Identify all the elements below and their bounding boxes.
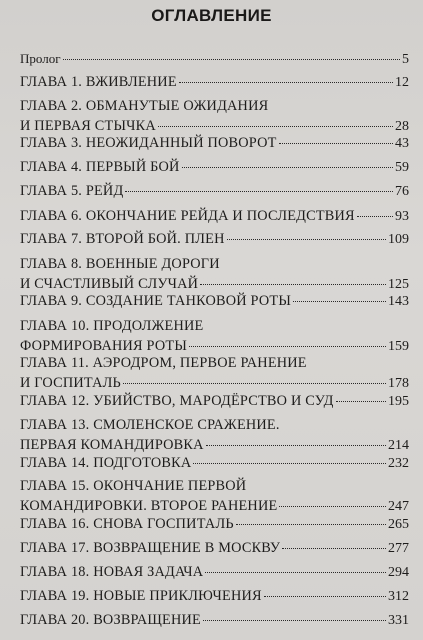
- toc-page-number: 277: [388, 541, 409, 556]
- toc-entry: [20, 455, 409, 472]
- toc-entry: [20, 50, 409, 67]
- toc-entry: [20, 318, 409, 355]
- dot-leader: [227, 239, 386, 240]
- dot-leader: [200, 284, 386, 285]
- toc-entry-title-line: ГЛАВА 15. ОКОНЧАНИЕ ПЕРВОЙ: [20, 478, 247, 494]
- dot-leader: [357, 216, 393, 217]
- toc-entry-title: ПЕРВАЯ КОМАНДИРОВКА: [20, 437, 204, 453]
- dot-leader: [282, 548, 386, 549]
- toc-entry-title-line: ГЛАВА 10. ПРОДОЛЖЕНИЕ: [20, 318, 204, 334]
- toc-entry: [20, 393, 409, 410]
- toc-entry-title: И ГОСПИТАЛЬ: [20, 375, 121, 391]
- toc-entry-title: ГЛАВА 7. ВТОРОЙ БОЙ. ПЛЕН: [20, 231, 225, 247]
- toc-page-number: 214: [388, 438, 409, 453]
- toc-entry-row: [20, 564, 409, 581]
- toc-entry-title: ГЛАВА 18. НОВАЯ ЗАДАЧА: [20, 564, 204, 580]
- toc-page-number: 125: [388, 277, 409, 292]
- toc-entry: [20, 588, 409, 605]
- toc-entry-title: ГЛАВА 3. НЕОЖИДАННЫЙ ПОВОРОТ: [20, 135, 277, 151]
- toc-entry-title: ГЛАВА 4. ПЕРВЫЙ БОЙ: [20, 159, 180, 175]
- toc-entry-row: [20, 498, 409, 515]
- toc-entry: [20, 478, 409, 515]
- toc-page-number: 43: [395, 136, 409, 151]
- dot-leader: [336, 401, 386, 402]
- toc-entry-row: [20, 208, 409, 225]
- toc-page-number: 265: [388, 517, 409, 532]
- toc-entry: [20, 612, 409, 629]
- toc-entry-row: [20, 50, 409, 67]
- dot-leader: [206, 445, 386, 446]
- toc-page-number: 109: [388, 232, 409, 247]
- toc-entry-title-line: ГЛАВА 2. ОБМАНУТЫЕ ОЖИДАНИЯ: [20, 98, 269, 114]
- toc-entry: [20, 540, 409, 557]
- toc-entry-title: ГЛАВА 1. ВЖИВЛЕНИЕ: [20, 74, 177, 90]
- toc-entry-title: ГЛАВА 12. УБИЙСТВО, МАРОДЁРСТВО И СУД: [20, 393, 334, 409]
- toc-page-number: 331: [388, 613, 409, 628]
- dot-leader: [189, 346, 386, 347]
- dot-leader: [279, 143, 393, 144]
- toc-entry: [20, 564, 409, 581]
- toc-entry-title: И ПЕРВАЯ СТЫЧКА: [20, 118, 156, 134]
- dot-leader: [236, 524, 386, 525]
- toc-entry: [20, 516, 409, 533]
- dot-leader: [125, 191, 393, 192]
- toc-page-number: 232: [388, 456, 409, 471]
- toc-entry-row: [20, 293, 409, 310]
- toc-entry: [20, 293, 409, 310]
- toc-entry: [20, 74, 409, 91]
- dot-leader: [293, 301, 386, 302]
- toc-entry: [20, 256, 409, 293]
- toc-entry-title-line: ГЛАВА 13. СМОЛЕНСКОЕ СРАЖЕНИЕ.: [20, 417, 280, 433]
- toc-page-number: 294: [388, 565, 409, 580]
- toc-entry-title: Пролог: [20, 51, 61, 66]
- toc-page-number: 312: [388, 589, 409, 604]
- toc-entry-title: ГЛАВА 9. СОЗДАНИЕ ТАНКОВОЙ РОТЫ: [20, 293, 292, 309]
- toc-page-number: 76: [395, 184, 409, 199]
- toc-entry-title: И СЧАСТЛИВЫЙ СЛУЧАЙ: [20, 276, 199, 292]
- toc-entry-row: [20, 231, 409, 248]
- toc-entry-title: ГЛАВА 20. ВОЗВРАЩЕНИЕ: [20, 612, 201, 628]
- toc-entry-row: [20, 159, 409, 176]
- toc-entry-row: [20, 393, 409, 410]
- toc-page-number: 143: [388, 294, 409, 309]
- toc-entry-row: [20, 455, 409, 472]
- toc-entry-row: [20, 338, 409, 355]
- dot-leader: [279, 506, 386, 507]
- dot-leader: [182, 167, 393, 168]
- toc-entry-title: ФОРМИРОВАНИЯ РОТЫ: [20, 338, 188, 354]
- page-title: ОГЛАВЛЕНИЕ: [151, 6, 272, 25]
- toc-entry-row: [20, 276, 409, 293]
- toc-entry-title: ГЛАВА 14. ПОДГОТОВКА: [20, 455, 192, 471]
- dot-leader: [203, 620, 386, 621]
- toc-entry-title: ГЛАВА 17. ВОЗВРАЩЕНИЕ В МОСКВУ: [20, 540, 281, 556]
- toc-entry-title: ГЛАВА 5. РЕЙД: [20, 183, 124, 199]
- toc-entry: [20, 231, 409, 248]
- toc-entry: [20, 417, 409, 454]
- dot-leader: [193, 463, 386, 464]
- toc-page-number: 195: [388, 394, 409, 409]
- toc-entry-row: [20, 375, 409, 392]
- toc-page-number: 5: [402, 52, 409, 67]
- dot-leader: [264, 596, 386, 597]
- toc-page-number: 93: [395, 209, 409, 224]
- toc-entry-title: ГЛАВА 19. НОВЫЕ ПРИКЛЮЧЕНИЯ: [20, 588, 262, 604]
- toc-entry-title: КОМАНДИРОВКИ. ВТОРОЕ РАНЕНИЕ: [20, 498, 278, 514]
- toc-entry: [20, 208, 409, 225]
- toc-entry-row: [20, 612, 409, 629]
- toc-entry: [20, 355, 409, 392]
- toc-page-number: 178: [388, 376, 409, 391]
- dot-leader: [63, 59, 400, 60]
- toc-entry: [20, 183, 409, 200]
- toc-page-number: 12: [395, 75, 409, 90]
- toc-page-number: 247: [388, 499, 409, 514]
- toc-entry: [20, 159, 409, 176]
- toc-page-number: 159: [388, 339, 409, 354]
- dot-leader: [179, 82, 393, 83]
- toc-entry-row: [20, 183, 409, 200]
- toc-entry-row: [20, 588, 409, 605]
- toc-entry: [20, 98, 409, 135]
- dot-leader: [123, 383, 386, 384]
- dot-leader: [158, 126, 393, 127]
- toc-entry-title-line: ГЛАВА 8. ВОЕННЫЕ ДОРОГИ: [20, 256, 220, 272]
- toc-page-number: 59: [395, 160, 409, 175]
- toc-entry-title: ГЛАВА 16. СНОВА ГОСПИТАЛЬ: [20, 516, 234, 532]
- toc-entry-row: [20, 516, 409, 533]
- toc-entry-title-line: ГЛАВА 11. АЭРОДРОМ, ПЕРВОЕ РАНЕНИЕ: [20, 355, 307, 371]
- dot-leader: [205, 572, 386, 573]
- toc-entry-row: [20, 74, 409, 91]
- toc-entry-row: [20, 135, 409, 152]
- toc-page-number: 28: [395, 119, 409, 134]
- toc-entry-row: [20, 437, 409, 454]
- toc-entry-row: [20, 540, 409, 557]
- toc-entry-title: ГЛАВА 6. ОКОНЧАНИЕ РЕЙДА И ПОСЛЕДСТВИЯ: [20, 208, 355, 224]
- toc-entry: [20, 135, 409, 152]
- toc-entry-row: [20, 118, 409, 135]
